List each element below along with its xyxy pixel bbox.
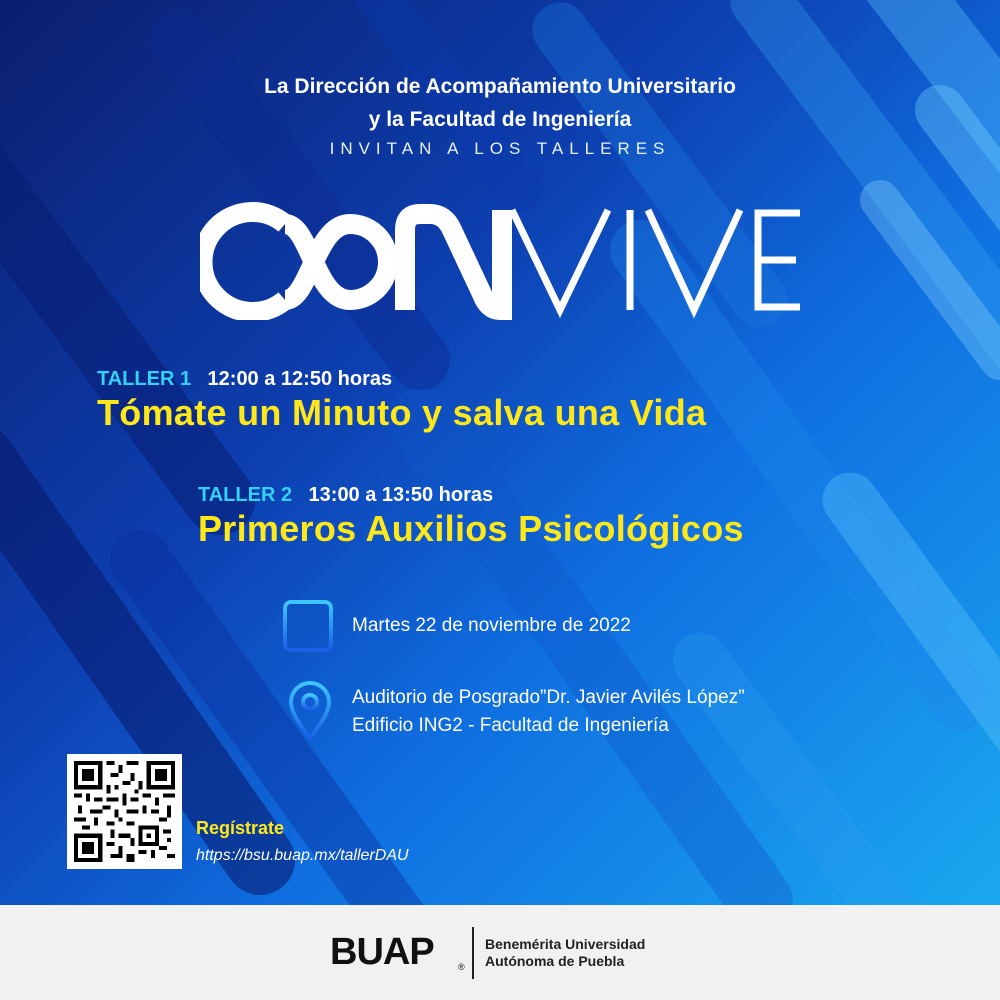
university-line-1: Benemérita Universidad: [485, 936, 646, 952]
event-date: Martes 22 de noviembre de 2022: [352, 615, 631, 636]
register-label: Regístrate: [196, 818, 285, 838]
convive-logo: [200, 200, 810, 320]
footer: [0, 905, 1000, 1000]
workshop-1: [97, 368, 706, 435]
venue-line-2: Edificio ING2 - Facultad de Ingeniería: [352, 715, 669, 736]
workshop-1-time: 12:00 a 12:50 horas: [207, 368, 393, 390]
registered-mark: ®: [458, 962, 465, 972]
workshop-2-time: 13:00 a 13:50 horas: [308, 484, 494, 506]
calendar-icon: [282, 592, 334, 659]
event-venue: [352, 684, 745, 740]
university-name: [485, 936, 645, 970]
location-pin-icon: [288, 680, 332, 747]
venue-line-1: Auditorio de Posgrado”Dr. Javier Avilés López”: [352, 687, 745, 708]
workshop-1-title: Tómate un Minuto y salva una Vida: [97, 392, 707, 433]
workshop-2-label: TALLER 2: [198, 484, 293, 506]
buap-logo: BUAP: [330, 931, 434, 973]
footer-divider: [472, 927, 474, 979]
organizer-line-2: y la Facultad de Ingeniería: [368, 108, 632, 131]
header: [0, 70, 1000, 159]
invitation-line: INVITAN A LOS TALLERES: [329, 139, 671, 158]
register-link[interactable]: https://bsu.buap.mx/tallerDAU: [196, 847, 409, 864]
workshop-1-label: TALLER 1: [97, 368, 192, 390]
workshop-2: [198, 484, 744, 551]
organizer-line-1: La Dirección de Acompañamiento Universitario: [264, 75, 736, 98]
registration-qr-code[interactable]: [67, 754, 182, 869]
workshop-2-title: Primeros Auxilios Psicológicos: [198, 508, 744, 549]
university-line-2: Autónoma de Puebla: [485, 953, 625, 969]
